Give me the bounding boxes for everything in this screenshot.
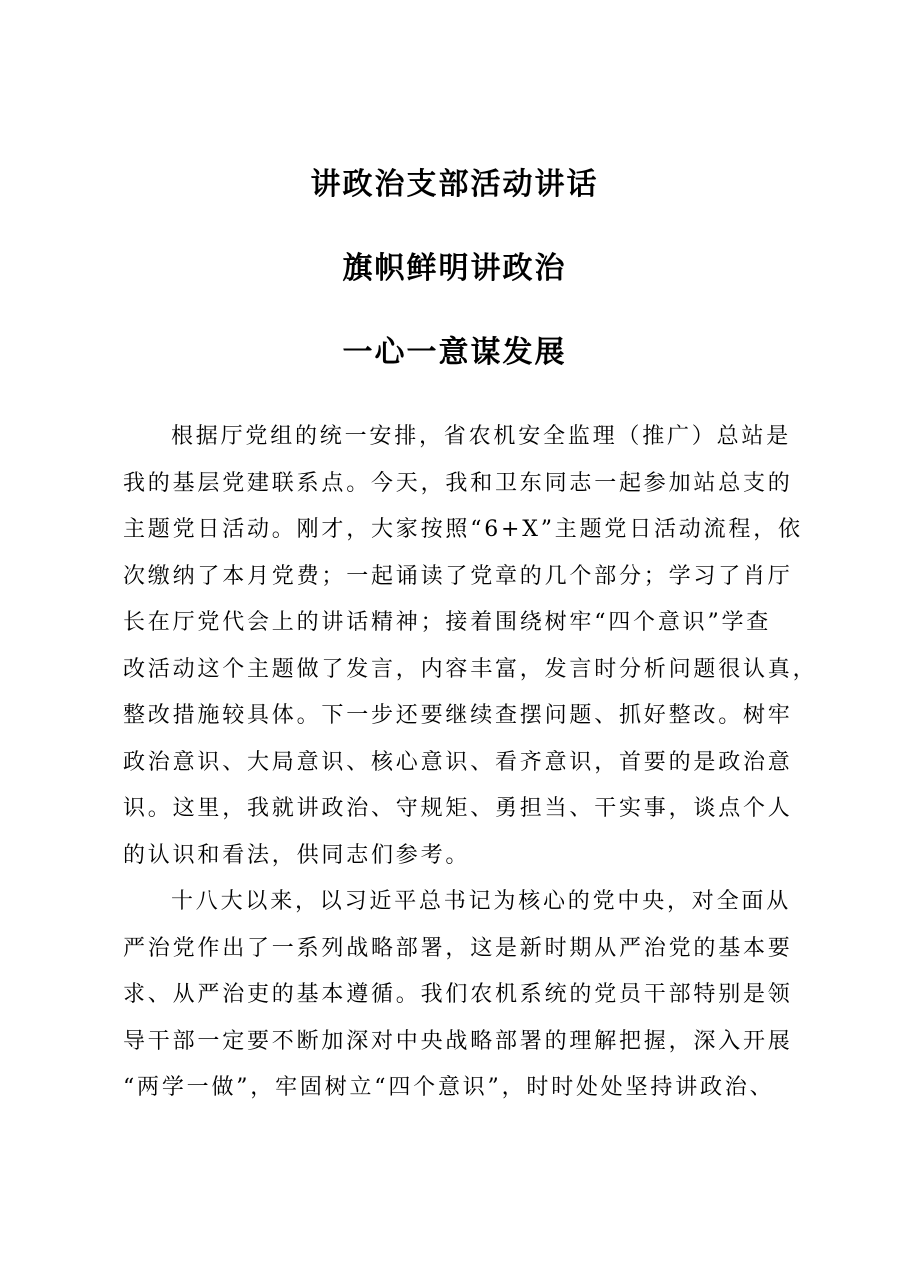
paragraph-line: 导干部一定要不断加深对中央战略部署的理解把握，深入开展 bbox=[123, 1028, 793, 1054]
paragraph-line: 长在厅党代会上的讲话精神；接着围绕树牢“四个意识”学查 bbox=[123, 610, 772, 635]
document-subtitle-2: 一心一意谋发展 bbox=[342, 335, 567, 370]
paragraph-line: 整改措施较具体。下一步还要继续查摆问题、抓好整改。树牢 bbox=[123, 703, 793, 728]
paragraph-line: 求、从严治吏的基本遵循。我们农机系统的党员干部特别是领 bbox=[123, 982, 793, 1007]
paragraph-line: 十八大以来，以习近平总书记为核心的党中央，对全面从 bbox=[171, 889, 792, 914]
paragraph-line: 政治意识、大局意识、核心意识、看齐意识，首要的是政治意 bbox=[123, 749, 793, 775]
paragraph-line: 根据厅党组的统一安排，省农机安全监理（推广）总站是 bbox=[171, 424, 792, 449]
title-block bbox=[0, 160, 909, 412]
paragraph-line: 主题党日活动。刚才，大家按照“6+X”主题党日活动流程，依 bbox=[123, 517, 803, 542]
paragraph-2 bbox=[123, 879, 811, 1112]
paragraph-line: 次缴纳了本月党费；一起诵读了党章的几个部分；学习了肖厅 bbox=[123, 563, 793, 589]
body-text bbox=[123, 414, 818, 1112]
paragraph-line: 的认识和看法，供同志们参考。 bbox=[123, 842, 471, 868]
paragraph-line: 严治党作出了一系列战略部署，这是新时期从严治党的基本要 bbox=[123, 935, 793, 961]
paragraph-line: 改活动这个主题做了发言，内容丰富，发言时分析问题很认真， bbox=[123, 656, 818, 682]
paragraph-line: 我的基层党建联系点。今天，我和卫东同志一起参加站总支的 bbox=[123, 470, 793, 496]
paragraph-line: “两学一做”，牢固树立“四个意识”，时时处处坚持讲政治、 bbox=[123, 1075, 775, 1100]
document-subtitle: 旗帜鲜明讲政治 bbox=[342, 251, 567, 286]
paragraph-1 bbox=[123, 414, 818, 879]
document-title: 讲政治支部活动讲话 bbox=[310, 167, 599, 202]
paragraph-line: 识。这里，我就讲政治、守规矩、勇担当、干实事，谈点个人 bbox=[123, 796, 793, 821]
